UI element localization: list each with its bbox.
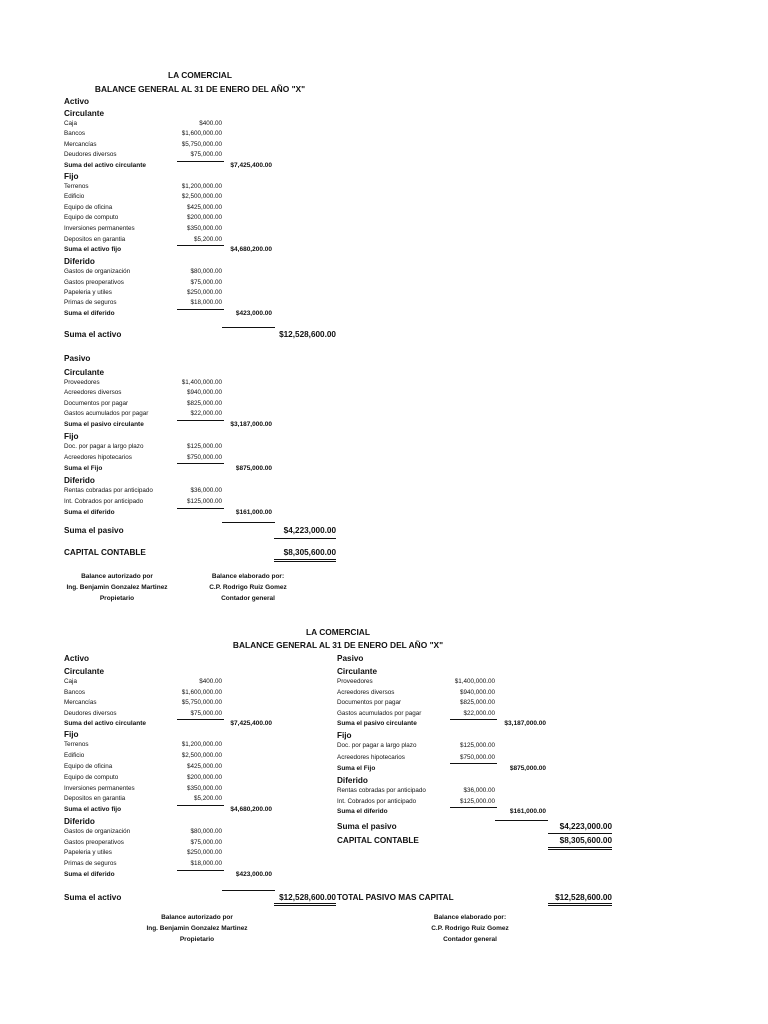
- pasivo-fijo-item-value: $750,000.00: [186, 453, 222, 461]
- activo-circulante-heading: Circulante: [64, 109, 105, 118]
- activo-circulante-item-rule: [177, 161, 224, 162]
- pasivo-fijo-item-rule: [177, 463, 224, 464]
- b-pasivo-total-value: $4,223,000.00: [559, 822, 612, 831]
- activo-fijo-sum-value: $4,680,200.00: [230, 246, 272, 254]
- pasivo-total-rule: [274, 538, 336, 539]
- activo-circulante-item-value: $5,750,000.00: [181, 140, 222, 148]
- pasivo-circulante-sum-label: Suma el pasivo circulante: [64, 420, 144, 428]
- pasivo-circulante-item-value: $22,000.00: [190, 410, 222, 418]
- b-pasivo-total-rule: [548, 833, 612, 834]
- activo-circulante-item-label: Deudores diversos: [64, 151, 117, 159]
- capital-value: $8,305,600.00: [283, 548, 336, 557]
- activo-diferido-item-value: $250,000.00: [186, 289, 222, 296]
- b-activo-diferido-item-label: Gastos preoperativos: [64, 838, 124, 846]
- b-activo-circulante-item-label: Mercancías: [64, 699, 97, 707]
- activo-circulante-item-label: Mercancías: [64, 140, 97, 148]
- b-activo-diferido-item-label: Primas de seguros: [64, 860, 117, 867]
- pasivo-heading: Pasivo: [64, 354, 91, 363]
- b-pasivo-fijo-sum-value: $875,000.00: [509, 764, 546, 772]
- pasivo-circulante-item-rule: [177, 420, 224, 421]
- pasivo-circulante-item-value: $825,000.00: [186, 399, 222, 407]
- b-activo-fijo-item-label: Inversiones permanentes: [64, 784, 135, 792]
- activo-fijo-item-value: $200,000.00: [186, 214, 222, 222]
- pasivo-circulante-item-label: Proveedores: [64, 379, 100, 386]
- pasivo-total-value: $4,223,000.00: [283, 526, 336, 535]
- activo-circulante-item-value: $1,600,000.00: [181, 130, 222, 138]
- b-activo-diferido-item-rule: [177, 870, 224, 871]
- b-activo-fijo-sum-value: $4,680,200.00: [230, 806, 272, 814]
- b-activo-diferido-sum-rule: [222, 890, 275, 891]
- b-pasivo-fijo-item-rule: [450, 763, 497, 764]
- pasivo-total-label: Suma el pasivo: [64, 526, 124, 535]
- b-capital-rule: [548, 847, 612, 850]
- b-activo-diferido-item-value: $75,000.00: [190, 838, 222, 846]
- activo-diferido-item-label: Gastos preoperativos: [64, 278, 124, 286]
- pasivo-heading-2: Pasivo: [337, 654, 364, 663]
- b-pasivo-diferido-item-rule: [450, 807, 497, 808]
- b-activo-circulante-item-label: Bancos: [64, 688, 86, 696]
- pasivo-circulante-heading: Circulante: [64, 368, 105, 377]
- activo-fijo-heading: Fijo: [64, 171, 79, 181]
- pasivo-diferido-item-label: Int. Cobrados por anticipado: [64, 498, 144, 506]
- b-activo-fijo-item-label: Depositos en garantia: [64, 795, 126, 803]
- activo-total-value: $12,528,600.00: [279, 330, 336, 339]
- b-pasivo-fijo-sum-label: Suma el Fijo: [337, 764, 376, 772]
- b-activo-fijo-item-rule: [177, 805, 224, 806]
- b-pasivo-circulante-sum-value: $3,187,000.00: [504, 720, 546, 728]
- b-pasivo-circulante-item-label: Proveedores: [337, 678, 373, 685]
- pasivo-diferido-item-value: $36,000.00: [190, 487, 222, 494]
- b-pasivo-circulante-item-value: $825,000.00: [459, 699, 495, 707]
- b-capital-value: $8,305,600.00: [559, 836, 612, 845]
- b-pasivo-circulante-sum-label: Suma el pasivo circulante: [337, 720, 417, 728]
- pasivo-diferido-sum-value: $161,000.00: [235, 509, 272, 517]
- pasivo-fijo-sum-value: $875,000.00: [235, 465, 272, 472]
- b-pasivo-circulante-item-value: $22,000.00: [463, 709, 495, 717]
- activo-diferido-item-value: $18,000.00: [190, 299, 222, 307]
- b-capital-label: CAPITAL CONTABLE: [337, 836, 419, 845]
- b-activo-diferido-sum-value: $423,000.00: [235, 870, 272, 878]
- activo-circulante-sum-value: $7,425,400.00: [230, 161, 272, 169]
- b-signature-right-line1: Balance elaborado por:: [433, 914, 507, 921]
- activo-fijo-item-label: Depositos en garantia: [64, 235, 126, 243]
- total-pasivo-capital-label: TOTAL PASIVO MAS CAPITAL: [337, 893, 454, 902]
- b-activo-circulante-item-value: $1,600,000.00: [181, 688, 222, 696]
- pasivo-diferido-item-label: Rentas cobradas por anticipado: [64, 487, 153, 494]
- activo-diferido-item-value: $80,000.00: [190, 268, 222, 276]
- pasivo-diferido-heading: Diferido: [64, 476, 95, 485]
- b-activo-fijo-item-label: Equipo de computo: [64, 773, 119, 781]
- b-activo-fijo-item-value: $2,500,000.00: [181, 752, 222, 760]
- b-pasivo-fijo-item-label: Acreedores hipotecarios: [337, 753, 405, 761]
- activo-circulante-item-value: $400.00: [199, 120, 222, 127]
- b-pasivo-diferido-heading: Diferido: [337, 775, 368, 785]
- total-pasivo-capital-value: $12,528,600.00: [555, 893, 612, 902]
- activo-fijo-item-value: $1,200,000.00: [181, 182, 222, 190]
- b-signature-right-line3: Contador general: [443, 936, 497, 943]
- b-activo-fijo-sum-label: Suma el activo fijo: [64, 806, 122, 814]
- activo-circulante-item-value: $75,000.00: [190, 151, 222, 159]
- activo-fijo-sum-label: Suma el activo fijo: [64, 246, 122, 254]
- b-signature-right-line2: C.P. Rodrigo Ruiz Gomez: [431, 925, 509, 932]
- pasivo-fijo-item-label: Acreedores hipotecarios: [64, 453, 132, 461]
- activo-fijo-item-rule: [177, 245, 224, 246]
- activo-fijo-item-value: $2,500,000.00: [181, 193, 222, 201]
- pasivo-circulante-item-value: $940,000.00: [186, 389, 222, 397]
- activo-fijo-item-label: Terrenos: [64, 182, 89, 190]
- activo-heading: Activo: [64, 97, 90, 106]
- b-signature-left-line2: Ing. Benjamin Gonzalez Martinez: [146, 925, 248, 932]
- pasivo-diferido-item-rule: [177, 508, 224, 509]
- b-activo-diferido-sum-label: Suma el diferido: [64, 870, 115, 878]
- pasivo-diferido-item-value: $125,000.00: [186, 498, 222, 506]
- activo-fijo-item-label: Equipo de computo: [64, 214, 119, 222]
- b-activo-total-label: Suma el activo: [64, 893, 122, 902]
- pasivo-fijo-heading: Fijo: [64, 431, 79, 441]
- b-pasivo-fijo-heading: Fijo: [337, 731, 352, 741]
- b-pasivo-circulante-item-value: $940,000.00: [459, 688, 495, 696]
- b-activo-fijo-item-label: Terrenos: [64, 741, 89, 749]
- signature-left-line2: Ing. Benjamin Gonzalez Martinez: [66, 584, 168, 591]
- b-pasivo-diferido-sum-rule: [495, 820, 548, 821]
- pasivo-fijo-item-label: Doc. por pagar a largo plazo: [64, 442, 144, 450]
- activo-diferido-heading: Diferido: [64, 257, 95, 267]
- b-activo-circulante-item-value: $400.00: [199, 678, 222, 685]
- b-pasivo-diferido-item-value: $125,000.00: [459, 797, 495, 805]
- b-activo-fijo-item-value: $1,200,000.00: [181, 741, 222, 749]
- b-activo-fijo-heading: Fijo: [64, 730, 79, 740]
- total-pasivo-capital-rule: [548, 903, 612, 906]
- activo-fijo-item-label: Equipo de oficina: [64, 203, 113, 211]
- b-activo-diferido-item-label: Gastos de organización: [64, 828, 131, 836]
- b-activo-circulante-sum-label: Suma del activo circulante: [64, 720, 147, 728]
- b-pasivo-circulante-heading: Circulante: [337, 667, 378, 676]
- activo-fijo-item-value: $5,200.00: [193, 235, 222, 243]
- signature-right-line1: Balance elaborado por:: [211, 573, 285, 580]
- pasivo-diferido-sum-rule: [222, 522, 275, 523]
- b-activo-circulante-item-value: $5,750,000.00: [181, 699, 222, 707]
- activo-total-label: Suma el activo: [64, 330, 122, 339]
- signature-right-line3: Contador general: [221, 595, 275, 602]
- activo-diferido-item-label: Papeleria y utiles: [64, 289, 112, 296]
- pasivo-circulante-item-value: $1,400,000.00: [181, 379, 222, 386]
- activo-circulante-item-label: Caja: [64, 120, 77, 127]
- b-activo-fijo-item-value: $5,200.00: [193, 795, 222, 803]
- b-activo-diferido-item-label: Papeleria y utiles: [64, 849, 112, 857]
- b-pasivo-diferido-item-value: $36,000.00: [463, 786, 495, 794]
- b-activo-fijo-item-value: $425,000.00: [186, 763, 222, 770]
- activo-diferido-item-rule: [177, 309, 224, 310]
- b-pasivo-fijo-item-value: $750,000.00: [459, 753, 495, 761]
- b-pasivo-circulante-item-label: Acreedores diversos: [337, 688, 395, 696]
- capital-label: CAPITAL CONTABLE: [64, 548, 146, 557]
- b-activo-fijo-item-value: $350,000.00: [186, 784, 222, 792]
- b-activo-circulante-item-label: Deudores diversos: [64, 709, 117, 717]
- document-title: BALANCE GENERAL AL 31 DE ENERO DEL AÑO "X": [94, 84, 306, 94]
- b-pasivo-circulante-item-rule: [450, 719, 497, 720]
- b-pasivo-diferido-sum-label: Suma el diferido: [337, 808, 388, 816]
- b-pasivo-fijo-item-label: Doc. por pagar a largo plazo: [337, 742, 417, 750]
- activo-circulante-item-label: Bancos: [64, 130, 86, 138]
- pasivo-fijo-sum-label: Suma el Fijo: [64, 465, 103, 472]
- activo-diferido-item-label: Primas de seguros: [64, 299, 117, 307]
- b-pasivo-circulante-item-label: Gastos acumulados por pagar: [337, 709, 422, 717]
- b-pasivo-circulante-item-label: Documentos por pagar: [337, 699, 402, 707]
- company-name-2: LA COMERCIAL: [306, 627, 370, 637]
- b-activo-diferido-item-value: $18,000.00: [190, 860, 222, 867]
- b-activo-diferido-item-value: $80,000.00: [190, 828, 222, 836]
- pasivo-circulante-sum-value: $3,187,000.00: [230, 420, 272, 428]
- b-activo-fijo-item-label: Equipo de oficina: [64, 763, 113, 770]
- b-activo-total-rule: [274, 903, 336, 906]
- b-signature-left-line1: Balance autorizado por: [161, 914, 233, 921]
- signature-left-line3: Propietario: [99, 595, 135, 602]
- pasivo-diferido-sum-label: Suma el diferido: [64, 509, 115, 517]
- activo-fijo-item-label: Edificio: [64, 193, 85, 201]
- pasivo-circulante-item-label: Documentos por pagar: [64, 399, 129, 407]
- b-activo-diferido-item-value: $250,000.00: [186, 849, 222, 857]
- b-signature-left-line3: Propietario: [179, 936, 215, 943]
- b-activo-diferido-heading: Diferido: [64, 817, 95, 827]
- b-pasivo-total-label: Suma el pasivo: [337, 822, 397, 831]
- activo-circulante-sum-label: Suma del activo circulante: [64, 161, 147, 169]
- activo-diferido-sum-rule: [222, 327, 275, 328]
- capital-rule: [274, 559, 336, 562]
- activo-diferido-sum-value: $423,000.00: [235, 309, 272, 317]
- b-pasivo-diferido-item-label: Int. Cobrados por anticipado: [337, 797, 417, 805]
- activo-fijo-item-value: $425,000.00: [186, 203, 222, 211]
- b-activo-circulante-heading: Circulante: [64, 667, 105, 676]
- pasivo-circulante-item-label: Acreedores diversos: [64, 389, 122, 397]
- pasivo-fijo-item-value: $125,000.00: [186, 442, 222, 450]
- b-activo-circulante-item-label: Caja: [64, 678, 77, 685]
- b-pasivo-diferido-sum-value: $161,000.00: [509, 808, 546, 816]
- b-pasivo-fijo-item-value: $125,000.00: [459, 742, 495, 750]
- signature-right-line2: C.P. Rodrigo Ruiz Gomez: [209, 584, 287, 591]
- activo-heading-2: Activo: [64, 654, 90, 663]
- b-activo-circulante-item-value: $75,000.00: [190, 709, 222, 717]
- b-pasivo-circulante-item-value: $1,400,000.00: [454, 678, 495, 685]
- b-activo-circulante-sum-value: $7,425,400.00: [230, 720, 272, 728]
- b-activo-fijo-item-label: Edificio: [64, 752, 85, 760]
- b-activo-circulante-item-rule: [177, 719, 224, 720]
- document-title-2: BALANCE GENERAL AL 31 DE ENERO DEL AÑO "X": [232, 640, 444, 650]
- b-activo-fijo-item-value: $200,000.00: [186, 773, 222, 781]
- b-activo-total-value: $12,528,600.00: [279, 893, 336, 902]
- company-name: LA COMERCIAL: [168, 70, 232, 80]
- activo-diferido-item-value: $75,000.00: [190, 278, 222, 286]
- pasivo-circulante-item-label: Gastos acumulados por pagar: [64, 410, 149, 418]
- activo-diferido-sum-label: Suma el diferido: [64, 309, 115, 317]
- signature-left-line1: Balance autorizado por: [81, 573, 153, 580]
- activo-fijo-item-label: Inversiones permanentes: [64, 225, 135, 232]
- activo-diferido-item-label: Gastos de organización: [64, 268, 131, 276]
- b-pasivo-diferido-item-label: Rentas cobradas por anticipado: [337, 786, 426, 794]
- activo-fijo-item-value: $350,000.00: [186, 225, 222, 232]
